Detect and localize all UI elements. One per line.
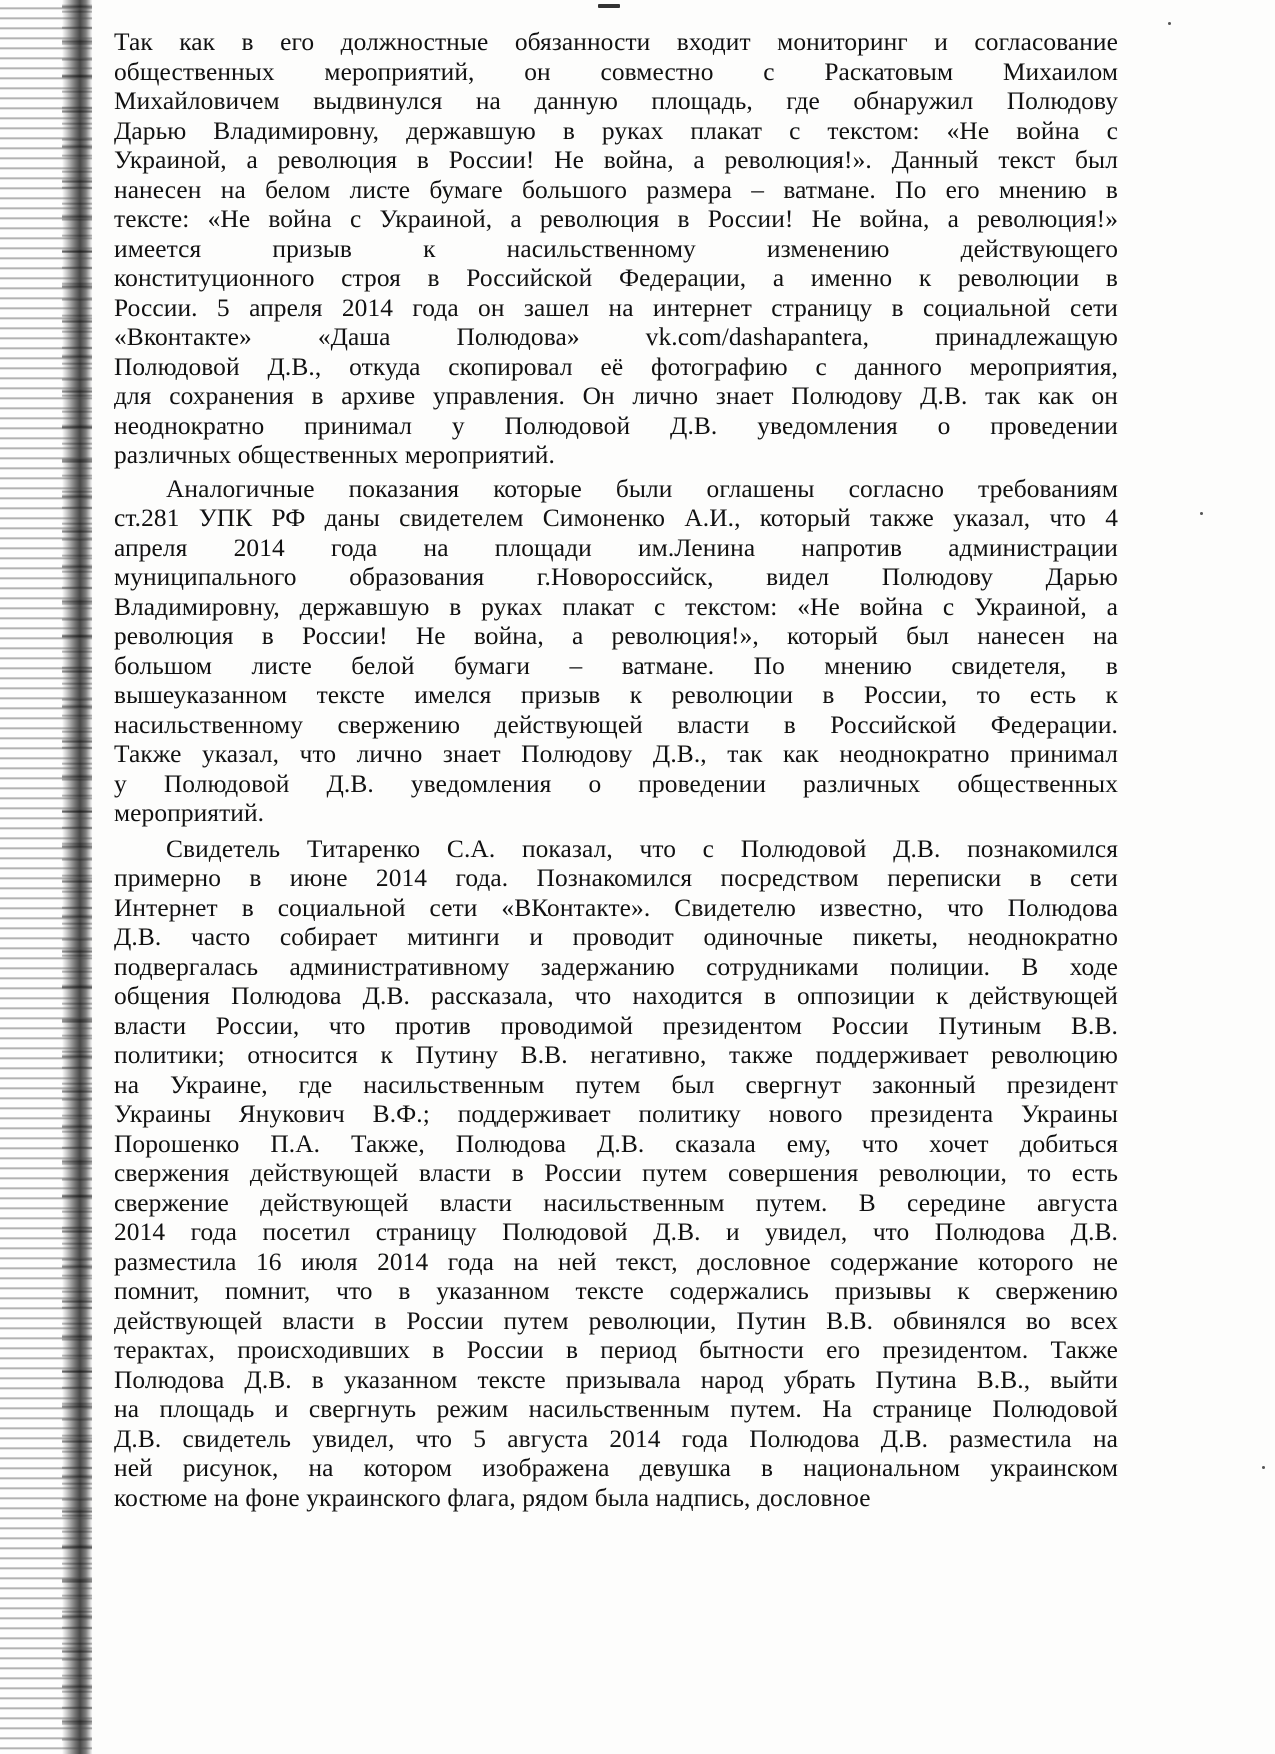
paragraph-2 bbox=[114, 475, 1118, 829]
text-line: у Полюдовой Д.В. уведомления о проведении различных общественных bbox=[114, 769, 1118, 798]
paragraph-1 bbox=[114, 28, 1118, 471]
text-line: вышеуказанном тексте имелся призыв к революции в России, то есть к bbox=[114, 681, 1118, 709]
text-line: Украины Янукович В.Ф.; поддерживает политику нового президента Украины bbox=[114, 1100, 1118, 1128]
text-line: Аналогичные показания которые были оглашены согласно требованиям bbox=[166, 474, 1118, 503]
text-line: Интернет в социальной сети «ВКонтакте». Свидетелю известно, что Полюдова bbox=[114, 893, 1118, 922]
text-line: имеется призыв к насильственному изменению действующего bbox=[114, 234, 1118, 263]
text-line: Также указал, что лично знает Полюдову Д.В., так как неоднократно принимал bbox=[114, 740, 1118, 768]
scan-dot bbox=[1262, 1466, 1265, 1469]
text-line: для сохранения в архиве управления. Он лично знает Полюдову Д.В. так как он bbox=[114, 382, 1118, 410]
text-line: тексте: «Не война с Украиной, а революция в России! Не война, а революция!» bbox=[114, 205, 1118, 233]
text-line: помнит, помнит, что в указанном тексте содержались призывы к свержению bbox=[114, 1277, 1118, 1305]
scan-dot bbox=[1200, 512, 1203, 515]
scan-dot bbox=[1168, 22, 1171, 25]
text-line: Свидетель Титаренко С.А. показал, что с Полюдовой Д.В. познакомился bbox=[166, 834, 1118, 863]
top-scan-mark bbox=[598, 4, 620, 8]
text-line: Полюдовой Д.В., откуда скопировал её фотографию с данного мероприятия, bbox=[114, 352, 1118, 381]
text-line: 2014 года посетил страницу Полюдовой Д.В. и увидел, что Полюдова Д.В. bbox=[114, 1218, 1118, 1246]
text-line: Дарью Владимировну, державшую в руках плакат с текстом: «Не война с bbox=[114, 116, 1118, 145]
text-line: мероприятий. bbox=[114, 799, 265, 827]
text-line: большом листе белой бумаги – ватмане. По мнению свидетеля, в bbox=[114, 651, 1118, 680]
text-line: на площадь и свергнуть режим насильственным путем. На странице Полюдовой bbox=[114, 1395, 1118, 1423]
text-line: политики; относится к Путину В.В. негативно, также поддерживает революцию bbox=[114, 1041, 1118, 1069]
document-body bbox=[114, 28, 1118, 1514]
text-line: терактах, происходивших в России в период бытности его президентом. Также bbox=[114, 1336, 1118, 1364]
text-line: различных общественных мероприятий. bbox=[114, 441, 555, 469]
text-line: конституционного строя в Российской Федерации, а именно к революции в bbox=[114, 264, 1118, 292]
text-line: насильственному свержению действующей власти в Российской Федерации. bbox=[114, 710, 1118, 739]
text-line: власти России, что против проводимой президентом России Путиным В.В. bbox=[114, 1011, 1118, 1040]
text-line: подвергалась административному задержанию сотрудниками полиции. В ходе bbox=[114, 952, 1118, 981]
text-line: революция в России! Не война, а революция!», который был нанесен на bbox=[114, 622, 1118, 650]
text-line: примерно в июне 2014 года. Познакомился посредством переписки в сети bbox=[114, 864, 1118, 892]
text-line: костюме на фоне украинского флага, рядом была надпись, дословное bbox=[114, 1483, 871, 1512]
binding-speckle bbox=[62, 0, 92, 1754]
text-line: нанесен на белом листе бумаге большого размера – ватмане. По его мнению в bbox=[114, 175, 1118, 204]
text-line: «Вконтакте» «Даша Полюдова» vk.com/dashapantera, принадлежащую bbox=[114, 323, 1118, 351]
text-line: Михайловичем выдвинулся на данную площадь, где обнаружил Полюдову bbox=[114, 87, 1118, 115]
text-line: общения Полюдова Д.В. рассказала, что находится в оппозиции к действующей bbox=[114, 982, 1118, 1010]
text-line: на Украине, где насильственным путем был свергнут законный президент bbox=[114, 1070, 1118, 1099]
text-line: ст.281 УПК РФ даны свидетелем Симоненко А.И., который также указал, что 4 bbox=[114, 504, 1118, 532]
text-line: действующей власти в России путем революции, Путин В.В. обвинялся во всех bbox=[114, 1306, 1118, 1335]
text-line: общественных мероприятий, он совместно с Раскатовым Михаилом bbox=[114, 57, 1118, 86]
paragraph-3 bbox=[114, 835, 1118, 1514]
text-line: апреля 2014 года на площади им.Ленина напротив администрации bbox=[114, 533, 1118, 562]
text-line: неоднократно принимал у Полюдовой Д.В. уведомления о проведении bbox=[114, 411, 1118, 440]
text-line: Украиной, а революция в России! Не война, а революция!». Данный текст был bbox=[114, 146, 1118, 174]
text-line: ней рисунок, на котором изображена девушка в национальном украинском bbox=[114, 1454, 1118, 1482]
text-line: Д.В. часто собирает митинги и проводит одиночные пикеты, неоднократно bbox=[114, 923, 1118, 951]
text-line: свержения действующей власти в России путем совершения революции, то есть bbox=[114, 1159, 1118, 1187]
text-line: Д.В. свидетель увидел, что 5 августа 2014 года Полюдова Д.В. разместила на bbox=[114, 1424, 1118, 1453]
text-line: Полюдова Д.В. в указанном тексте призывала народ убрать Путина В.В., выйти bbox=[114, 1365, 1118, 1394]
text-line: Порошенко П.А. Также, Полюдова Д.В. сказала ему, что хочет добиться bbox=[114, 1129, 1118, 1158]
text-line: России. 5 апреля 2014 года он зашел на интернет страницу в социальной сети bbox=[114, 293, 1118, 322]
text-line: разместила 16 июля 2014 года на ней текст, дословное содержание которого не bbox=[114, 1247, 1118, 1276]
text-line: свержение действующей власти насильственным путем. В середине августа bbox=[114, 1188, 1118, 1217]
text-line: муниципального образования г.Новороссийск, видел Полюдову Дарью bbox=[114, 563, 1118, 591]
text-line: Владимировну, державшую в руках плакат с текстом: «Не война с Украиной, а bbox=[114, 592, 1118, 621]
text-line: Так как в его должностные обязанности входит мониторинг и согласование bbox=[114, 28, 1118, 56]
